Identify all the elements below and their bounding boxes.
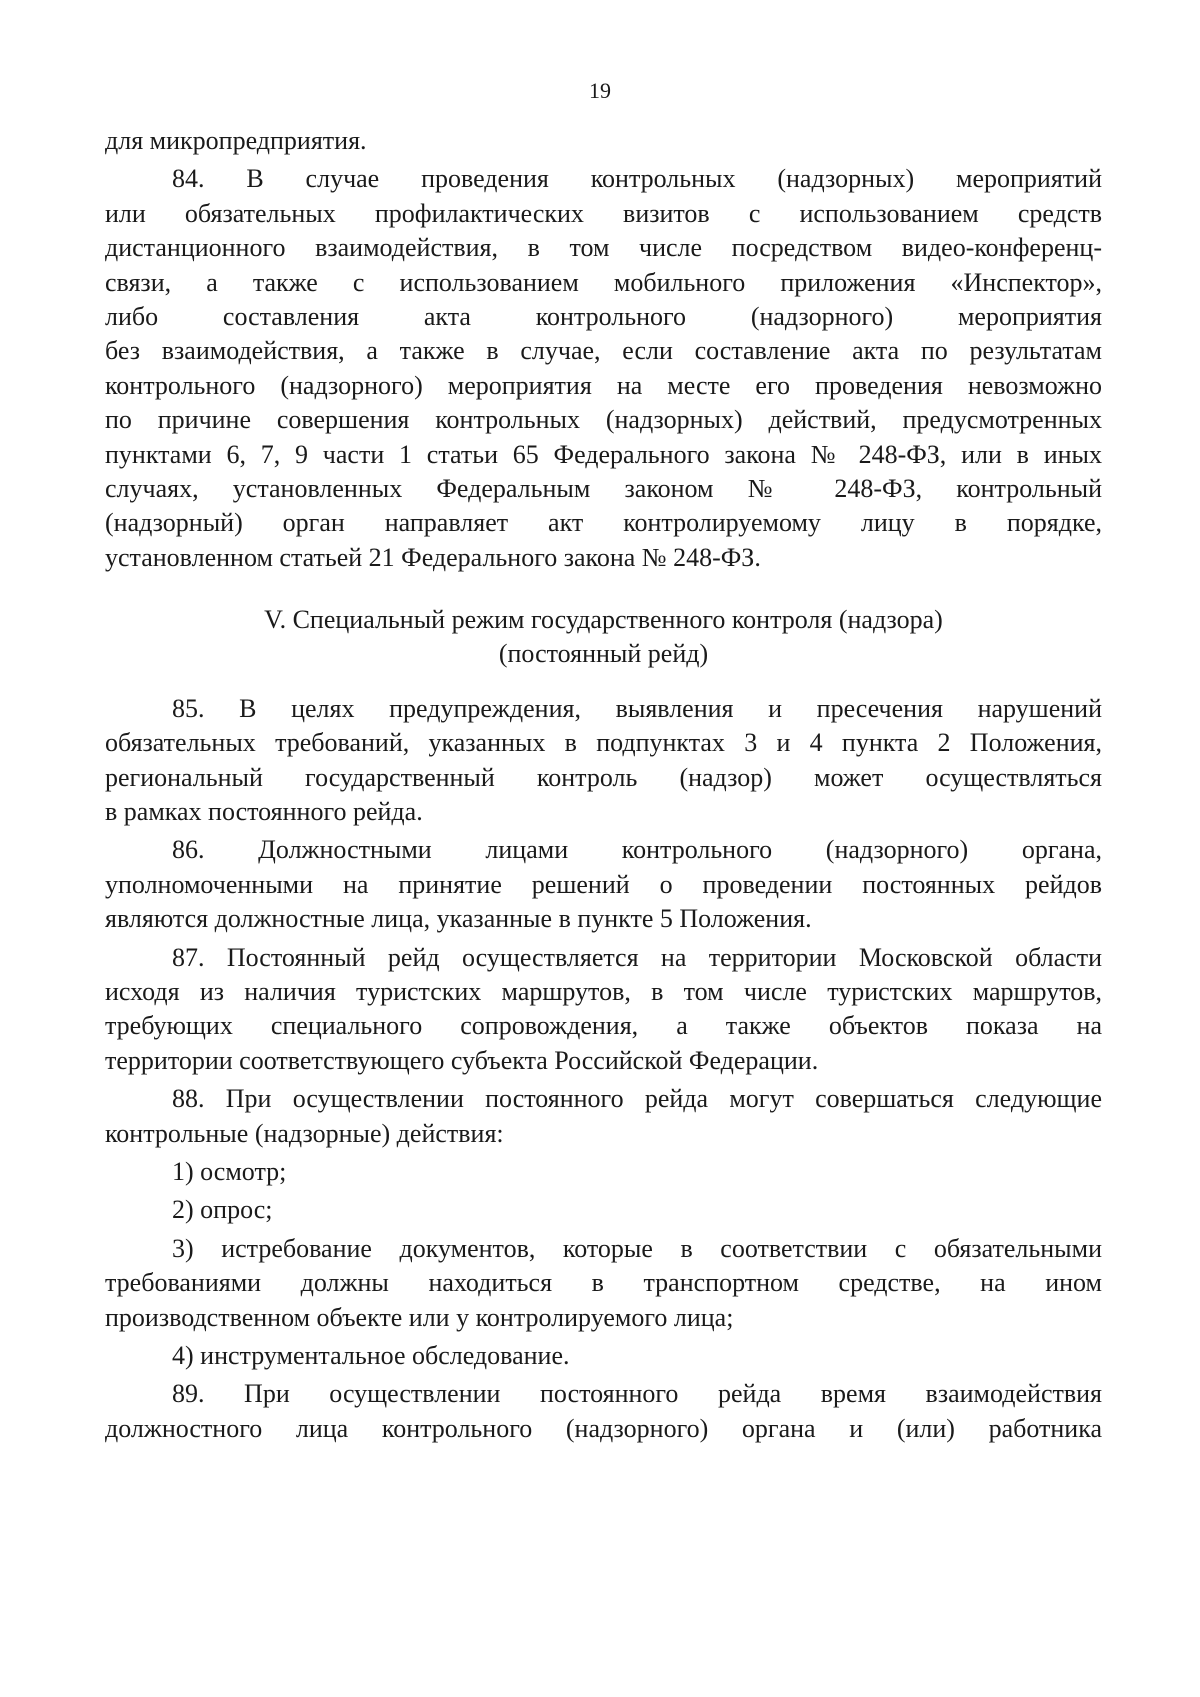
text-line: по причине совершения контрольных (надзорных) действий, предусмотренных [105,405,1102,435]
text-line: контрольного (надзорного) мероприятия на месте его проведения невозможно [105,370,1102,400]
paragraph [105,162,1102,575]
paragraph [105,1339,1102,1373]
text-line: исходя из наличия туристских маршрутов, в том числе туристских маршрутов, [105,976,1102,1006]
text-line: пунктами 6, 7, 9 части 1 статьи 65 Федерального закона № 248-ФЗ, или в иных [105,439,1102,469]
paragraph [105,1377,1102,1446]
text-line: региональный государственный контроль (надзор) может осуществляться [105,762,1102,792]
paragraph [105,941,1102,1079]
text-line: требующих специального сопровождения, а также объектов показа на [105,1011,1102,1041]
text-line: требованиями должны находиться в транспортном средстве, на ином [105,1268,1102,1298]
paragraph [105,692,1102,830]
text-line: 85. В целях предупреждения, выявления и пресечения нарушений [172,693,1102,723]
text-line: 88. При осуществлении постоянного рейда могут совершаться следующие [172,1084,1102,1114]
text-line: являются должностные лица, указанные в пункте 5 Положения. [105,904,812,934]
text-line: обязательных требований, указанных в подпунктах 3 и 4 пункта 2 Положения, [105,728,1102,758]
text-line: либо составления акта контрольного (надзорного) мероприятия [105,301,1102,331]
paragraph [105,1082,1102,1151]
text-line: уполномоченными на принятие решений о проведении постоянных рейдов [105,869,1102,899]
text-line: 3) истребование документов, которые в соответствии с обязательными [172,1233,1102,1263]
paragraph [105,1232,1102,1335]
section-heading [105,603,1102,672]
text-line: 89. При осуществлении постоянного рейда время взаимодействия [172,1379,1102,1409]
text-line: без взаимодействия, а также в случае, если составление акта по результатам [105,336,1102,366]
text-line: производственном объекте или у контролируемого лица; [105,1302,734,1332]
document-body [105,124,1102,1450]
text-line: или обязательных профилактических визитов с использованием средств [105,198,1102,228]
heading-line: (постоянный рейд) [498,639,709,669]
text-line: связи, а также с использованием мобильного приложения «Инспектор», [105,267,1102,297]
text-line: дистанционного взаимодействия, в том числе посредством видео-конференц- [105,233,1102,263]
text-line: должностного лица контрольного (надзорного) органа и (или) работника [105,1413,1102,1443]
page-number: 19 [589,78,611,103]
paragraph [105,1155,1102,1189]
text-line: для микропредприятия. [105,126,367,155]
text-line: случаях, установленных Федеральным законом № 248-ФЗ, контрольный [105,473,1102,503]
text-line: (надзорный) орган направляет акт контролируемому лицу в порядке, [105,508,1102,538]
text-line: установленном статьей 21 Федерального закона № 248-ФЗ. [105,542,761,572]
text-line: территории соответствующего субъекта Российской Федерации. [105,1045,819,1075]
paragraph [105,833,1102,936]
heading-line: V. Специальный режим государственного контроля (надзора) [264,605,943,635]
text-line: 4) инструментальное обследование. [172,1340,570,1370]
text-line: 2) опрос; [172,1195,273,1225]
text-line: 86. Должностными лицами контрольного (надзорного) органа, [172,835,1102,865]
text-line: контрольные (надзорные) действия: [105,1118,504,1148]
paragraph [105,1193,1102,1227]
text-line: в рамках постоянного рейда. [105,797,423,827]
text-line: 84. В случае проведения контрольных (надзорных) мероприятий [172,164,1102,194]
text-line: 87. Постоянный рейд осуществляется на территории Московской области [172,942,1102,972]
paragraph [105,124,1102,158]
text-line: 1) осмотр; [172,1156,287,1186]
